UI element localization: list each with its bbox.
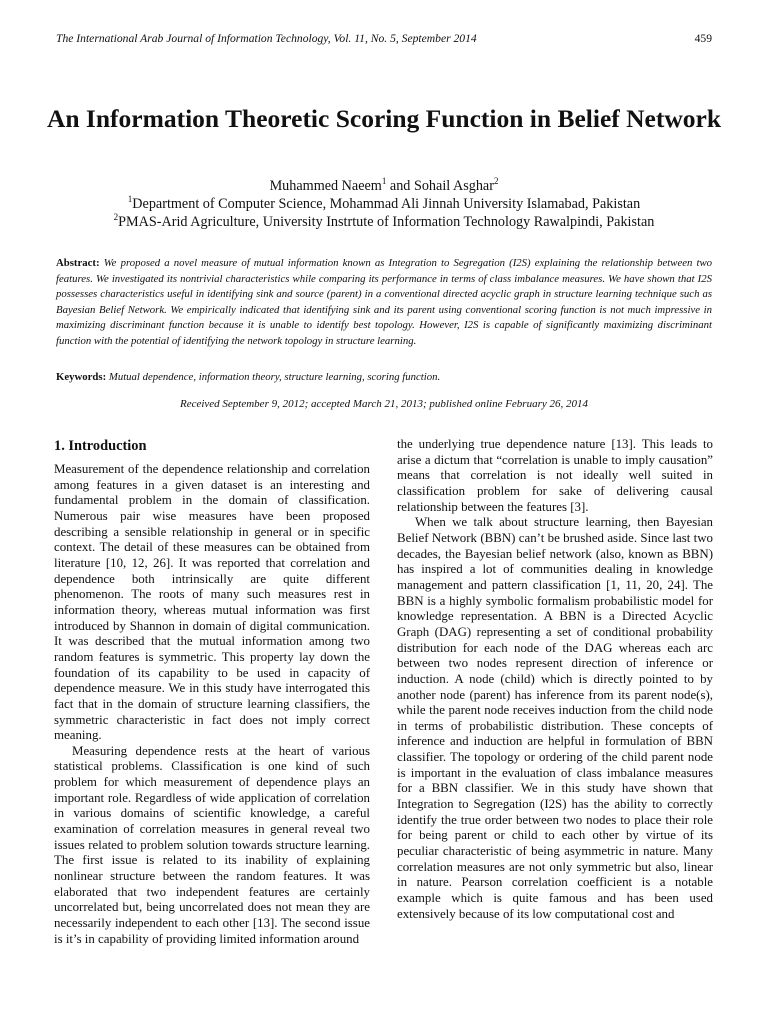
paper-title: An Information Theoretic Scoring Function in Belief Network	[46, 104, 722, 133]
affiliation-text: Department of Computer Science, Mohammad Ali Jinnah University Islamabad, Pakistan	[132, 196, 641, 212]
body-paragraph: the underlying true dependence nature [13]. This leads to arise a dictum that “correlation is unable to imply causation” means that correlation is not ideally well suited in classification problem for sake of delivering causal relationship between the features [3].	[397, 437, 713, 514]
keywords-label: Keywords:	[56, 371, 107, 383]
affiliation-text: PMAS-Arid Agriculture, University Instrtute of Information Technology Rawalpindi, Pakistan	[118, 214, 655, 230]
left-column	[54, 437, 370, 947]
author-name: Sohail Asghar	[413, 178, 494, 194]
keywords	[56, 370, 712, 385]
affiliation-mark: 2	[113, 212, 119, 222]
page-number: 459	[694, 32, 712, 45]
abstract-label: Abstract:	[56, 257, 100, 269]
received-dates: Received September 9, 2012; accepted March 21, 2013; published online February 26, 2014	[179, 398, 588, 410]
journal-citation: The International Arab Journal of Information Technology, Vol. 11, No. 5, September 2014	[56, 32, 477, 45]
right-column	[397, 437, 713, 922]
affiliation-mark: 2	[493, 176, 499, 186]
body-paragraph: Measurement of the dependence relationship and correlation among features in a given dataset is an interesting and fundamental problem in the domain of classification. Numerous pair wise measures have been proposed describing a sensible relationship in general or in specific context. The detail of these measures can be obtained from literature [10, 12, 26]. It was reported that correlation and dependence both intrinsically are quite different phenomenon. The roots of many such measures rest in information theory, whereas mutual information was first introduced by Shannon in domain of digital communication. It was described that the mutual information among two random features is symmetric. This property lay down the foundation of its capability to be used in capacity of dependence measure. We in this study have interrogated this fact that in the domain of structure learning classifiers, the symmetric characteristic in fact does not imply correct meaning.	[54, 462, 370, 743]
body-paragraph: Measuring dependence rests at the heart of various statistical problems. Classification is one kind of such problem for which measurement of dependence plays an important role. Regardless of wide application of correlation in various domains of scientific knowledge, a careful examination of correlation measures in general reveal two issues related to problem solution towards structure learning. The first issue is related to its inability of explaining nonlinear structure between the random features. It was elaborated that two independent features are certainly uncorrelated but, being uncorrelated does not mean they are necessarily independent to each other [13]. The second issue is it’s in capability of providing limited information around	[54, 743, 370, 946]
author-block	[40, 177, 728, 231]
author-name: Muhammed Naeem	[269, 178, 382, 194]
section-heading: 1. Introduction	[54, 438, 147, 454]
author-line	[40, 177, 728, 195]
body-paragraph: When we talk about structure learning, then Bayesian Belief Network (BBN) can’t be brushed aside. Since last two decades, the Bayesian belief network (also, known as BBN) has inspired a lot of communities dealing in knowledge management and pattern classification [1, 11, 20, 24]. The BBN is a highly symbolic formalism probabilistic model for knowledge representation. A BBN is a Directed Acyclic Graph (DAG) representing a set of conditional probability distribution for each node of the DAG whereas each arc between two nodes represent direction of inference or induction. A node (child) which is directly pointed to by another node (parent) has inference from its parent node(s), while the parent node receives induction from the child node in terms of probabilistic distribution. These concepts of inference and induction are helpful in formulation of BBN classifier. The topology or ordering of the child parent node is important in the evaluation of class imbalance measures for a BBN classifier. We in this study have shown that Integration to Segregation (I2S) has the ability to correctly identify the true order between two nodes to place their role for being parent or child to each other by virtue of its peculiar characteristic of being asymmetric in nature. Many correlation measures are not only symmetric but also, linear in nature. Pearson correlation coefficient is a notable example which is quite famous and has been used extensively because of its low computational cost and	[397, 515, 713, 921]
abstract	[56, 256, 712, 349]
abstract-text: We proposed a novel measure of mutual information known as Integration to Segregation (I2S) explaining the relationship between two features. We investigated its nontrivial characteristics while comparing its performance in terms of class imbalance measures. We have shown that I2S possesses characteristics useful in identifying sink and source (parent) in a conventional directed acyclic graph in structure learning technique such as Bayesian Belief Network. We empirically indicated that identifying sink and its parent using conventional scoring function is not much impressive in maximizing discriminant function because it is unable to identify best topology. However, I2S is capable of significantly maximizing discriminant function with the potential of identifying the network topology in structure learning.	[56, 257, 713, 347]
affiliation	[40, 195, 728, 213]
affiliation-mark: 1	[127, 194, 133, 204]
running-head	[56, 31, 712, 47]
affiliation-mark: 1	[381, 176, 387, 186]
keywords-text: Mutual dependence, information theory, structure learning, scoring function.	[108, 371, 441, 383]
affiliation	[40, 213, 728, 231]
author-conjunction: and	[386, 178, 414, 194]
